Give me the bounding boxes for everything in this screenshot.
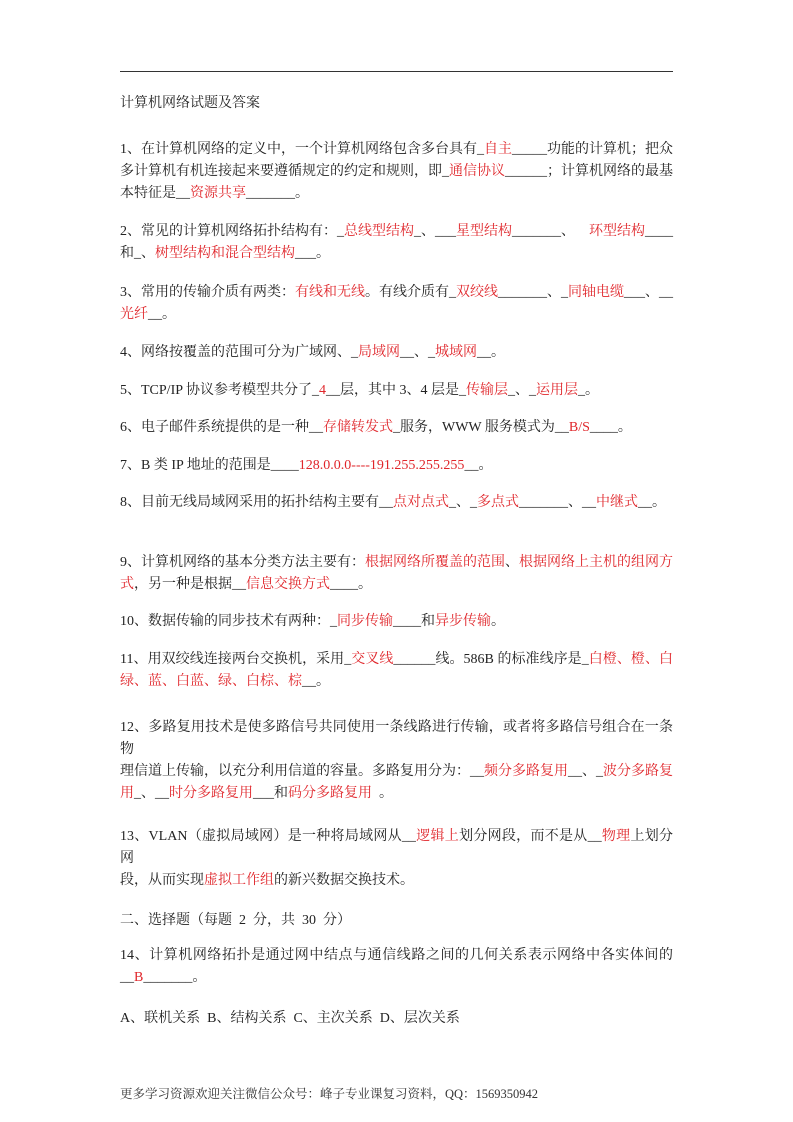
text-line <box>120 649 673 671</box>
answer-text: 白橙、橙、白 <box>588 652 674 667</box>
text-line <box>120 342 673 364</box>
answer-text: 交叉线 <box>351 652 394 667</box>
answer-text: 4 <box>319 383 326 398</box>
question-text: ，另一种是根据__ <box>134 577 246 592</box>
answer-text: 存储转发式 <box>323 420 393 435</box>
paragraph-q4 <box>120 342 673 364</box>
document-title <box>120 93 673 115</box>
answer-text: 波分多路复 <box>603 764 673 779</box>
question-text: ____ <box>645 224 673 239</box>
text-line <box>120 783 673 805</box>
question-text: __。 <box>302 674 330 689</box>
answer-text: 总线型结构 <box>344 224 414 239</box>
answer-text: 根据网络所覆盖的范围 <box>365 555 505 570</box>
question-text: ____。 <box>330 577 372 592</box>
answer-text: 环型结构 <box>589 224 645 239</box>
paragraph-q14-options <box>120 1008 673 1030</box>
answer-text: 根据网络上主机的组网方 <box>519 555 673 570</box>
text-line <box>120 761 673 783</box>
paragraph-q11 <box>120 649 673 693</box>
answer-text: 光纤 <box>120 307 148 322</box>
question-text: 14、计算机网络拓扑是通过网中结点与通信线路之间的几何关系表示网络中各实体间的 <box>120 948 673 963</box>
text-line <box>120 183 673 205</box>
question-text: 9、计算机网络的基本分类方法主要有： <box>120 555 365 570</box>
answer-text: 城域网 <box>435 345 477 360</box>
document-body <box>120 93 673 1105</box>
answer-text: 同轴电缆 <box>568 285 624 300</box>
question-text: 3、常用的传输介质有两类： <box>120 285 295 300</box>
question-text: ____。 <box>589 420 632 435</box>
answer-text: 点对点式 <box>393 495 449 510</box>
text-line <box>120 243 673 265</box>
paragraph-q7 <box>120 455 673 477</box>
question-text: 段，从而实现 <box>120 873 204 888</box>
text-line <box>120 967 673 989</box>
question-text: _______。 <box>143 970 207 985</box>
paragraph-q1 <box>120 139 673 205</box>
paragraph-section-2-heading <box>120 910 673 932</box>
answer-text: 逻辑上 <box>415 829 460 844</box>
question-text: _______、 <box>512 224 589 239</box>
question-text: __层，其中 3、4 层是_ <box>326 383 466 398</box>
question-text: 12、多路复用技术是使多路信号共同使用一条线路进行传输，或者将多路信号组合在一条物 <box>120 720 673 757</box>
answer-text: 绿、蓝、白蓝、绿、白棕、棕 <box>120 674 302 689</box>
paragraph-q5 <box>120 380 673 402</box>
question-text: _、_ <box>508 383 536 398</box>
paragraph-q13 <box>120 826 673 892</box>
answer-text: 物理 <box>601 829 631 844</box>
question-text: _、_ <box>449 495 477 510</box>
text-line <box>120 304 673 326</box>
question-text: 8、目前无线局域网采用的拓扑结构主要有__ <box>120 495 393 510</box>
question-text: __。 <box>477 345 505 360</box>
question-text: 理信道上传输，以充分利用信道的容量。多路复用分为：__ <box>120 764 484 779</box>
footer <box>120 1083 673 1105</box>
question-list <box>120 139 673 1030</box>
question-text: ______；计算机网络的最基 <box>505 164 673 179</box>
question-text: 4、网络按覆盖的范围可分为广域网、_ <box>120 345 358 360</box>
question-text: A、联机关系 B、结构关系 C、主次关系 D、层次关系 <box>120 1011 460 1026</box>
question-text: 6、电子邮件系统提供的是一种__ <box>120 420 323 435</box>
title-text: 计算机网络试题及答案 <box>120 96 260 111</box>
question-text: ___和 <box>253 786 288 801</box>
text-line <box>120 552 673 574</box>
paragraph-q2 <box>120 221 673 265</box>
question-text: 。有线介质有_ <box>365 285 456 300</box>
question-text: 5、TCP/IP 协议参考模型共分了_ <box>120 383 319 398</box>
question-text: __。 <box>148 307 176 322</box>
answer-text: 中继式 <box>596 495 638 510</box>
text-line <box>120 161 673 183</box>
question-text: ___。 <box>295 246 330 261</box>
text-line <box>120 574 673 596</box>
question-text: _______、__ <box>519 495 596 510</box>
question-text: 的新兴数据交换技术。 <box>274 873 414 888</box>
answer-text: 频分多路复用 <box>484 764 568 779</box>
answer-text: 用 <box>120 786 134 801</box>
footer-text: 更多学习资源欢迎关注微信公众号：峰子专业课复习资料，QQ：1569350942 <box>120 1087 539 1101</box>
answer-text: 双绞线 <box>456 285 498 300</box>
text-line <box>120 492 673 514</box>
answer-text: 时分多路复用 <box>169 786 253 801</box>
question-text: 2、常见的计算机网络拓扑结构有：_ <box>120 224 344 239</box>
answer-text: 异步传输 <box>435 614 491 629</box>
question-text: ____和 <box>393 614 435 629</box>
answer-text: 传输层 <box>466 383 508 398</box>
question-text: ___、__ <box>624 285 673 300</box>
answer-text: 多点式 <box>477 495 519 510</box>
text-line <box>120 945 673 967</box>
text-line <box>120 380 673 402</box>
answer-text: 通信协议 <box>449 164 505 179</box>
question-text: 7、B 类 IP 地址的范围是____ <box>120 458 299 473</box>
text-line <box>120 417 673 439</box>
answer-text: 星型结构 <box>456 224 512 239</box>
paragraph-q14 <box>120 945 673 989</box>
text-line <box>120 611 673 633</box>
answer-text: 资源共享 <box>190 186 246 201</box>
question-text: _服务，WWW 服务模式为__ <box>393 420 569 435</box>
text-line <box>120 671 673 693</box>
question-text: __、_ <box>568 764 603 779</box>
question-text: 上划分网 <box>120 829 673 866</box>
answer-text: 树型结构和混合型结构 <box>155 246 295 261</box>
question-text: _______。 <box>246 186 309 201</box>
question-text: ______线。586B 的标准线序是_ <box>393 652 589 667</box>
question-text: 本特征是__ <box>120 186 190 201</box>
answer-text: B <box>134 970 144 985</box>
answer-text: 虚拟工作组 <box>204 873 274 888</box>
question-text: _。 <box>578 383 599 398</box>
text-line <box>120 826 673 870</box>
answer-text: 局域网 <box>358 345 400 360</box>
answer-text: 运用层 <box>536 383 578 398</box>
question-text: _、___ <box>414 224 456 239</box>
question-text: 划分网段，而不是从__ <box>459 829 602 844</box>
text-line <box>120 1008 673 1030</box>
question-text: _____功能的计算机；把众 <box>512 142 673 157</box>
answer-text: 同步传输 <box>337 614 393 629</box>
question-text: __。 <box>638 495 666 510</box>
question-text: 10、数据传输的同步技术有两种：_ <box>120 614 337 629</box>
question-text: __。 <box>464 458 493 473</box>
question-text: 。 <box>491 614 505 629</box>
question-text: 1、在计算机网络的定义中，一个计算机网络包含多台具有_ <box>120 142 484 157</box>
paragraph-q3 <box>120 282 673 326</box>
answer-text: 自主 <box>484 142 512 157</box>
text-line <box>120 282 673 304</box>
text-line <box>120 455 673 477</box>
question-text: 11、用双绞线连接两台交换机，采用_ <box>120 652 352 667</box>
answer-text: 码分多路复用 <box>288 786 372 801</box>
answer-text: B/S <box>568 420 590 435</box>
question-text: _______、_ <box>498 285 568 300</box>
paragraph-q6 <box>120 417 673 439</box>
paragraph-q8 <box>120 492 673 514</box>
paragraph-q12 <box>120 717 673 805</box>
paragraph-q9 <box>120 552 673 596</box>
text-line <box>120 139 673 161</box>
question-text: 。 <box>372 786 393 801</box>
answer-text: 有线和无线 <box>295 285 365 300</box>
text-line <box>120 910 673 932</box>
question-text: 13、VLAN（虚拟局域网）是一种将局域网从__ <box>120 829 416 844</box>
question-text: 和_、 <box>120 246 155 261</box>
question-text: 多计算机有机连接起来要遵循规定的约定和规则，即_ <box>120 164 449 179</box>
text-line <box>120 717 673 761</box>
answer-text: 式 <box>120 577 134 592</box>
text-line <box>120 870 673 892</box>
answer-text: 128.0.0.0----191.255.255.255 <box>298 458 465 473</box>
question-text: _、__ <box>134 786 169 801</box>
question-text: 、 <box>505 555 519 570</box>
header-rule <box>120 71 673 72</box>
question-text: 二、选择题（每题 2 分，共 30 分） <box>120 913 351 928</box>
text-line <box>120 221 673 243</box>
question-text: __ <box>120 970 134 985</box>
question-text: __、_ <box>400 345 435 360</box>
paragraph-q10 <box>120 611 673 633</box>
answer-text: 信息交换方式 <box>246 577 330 592</box>
